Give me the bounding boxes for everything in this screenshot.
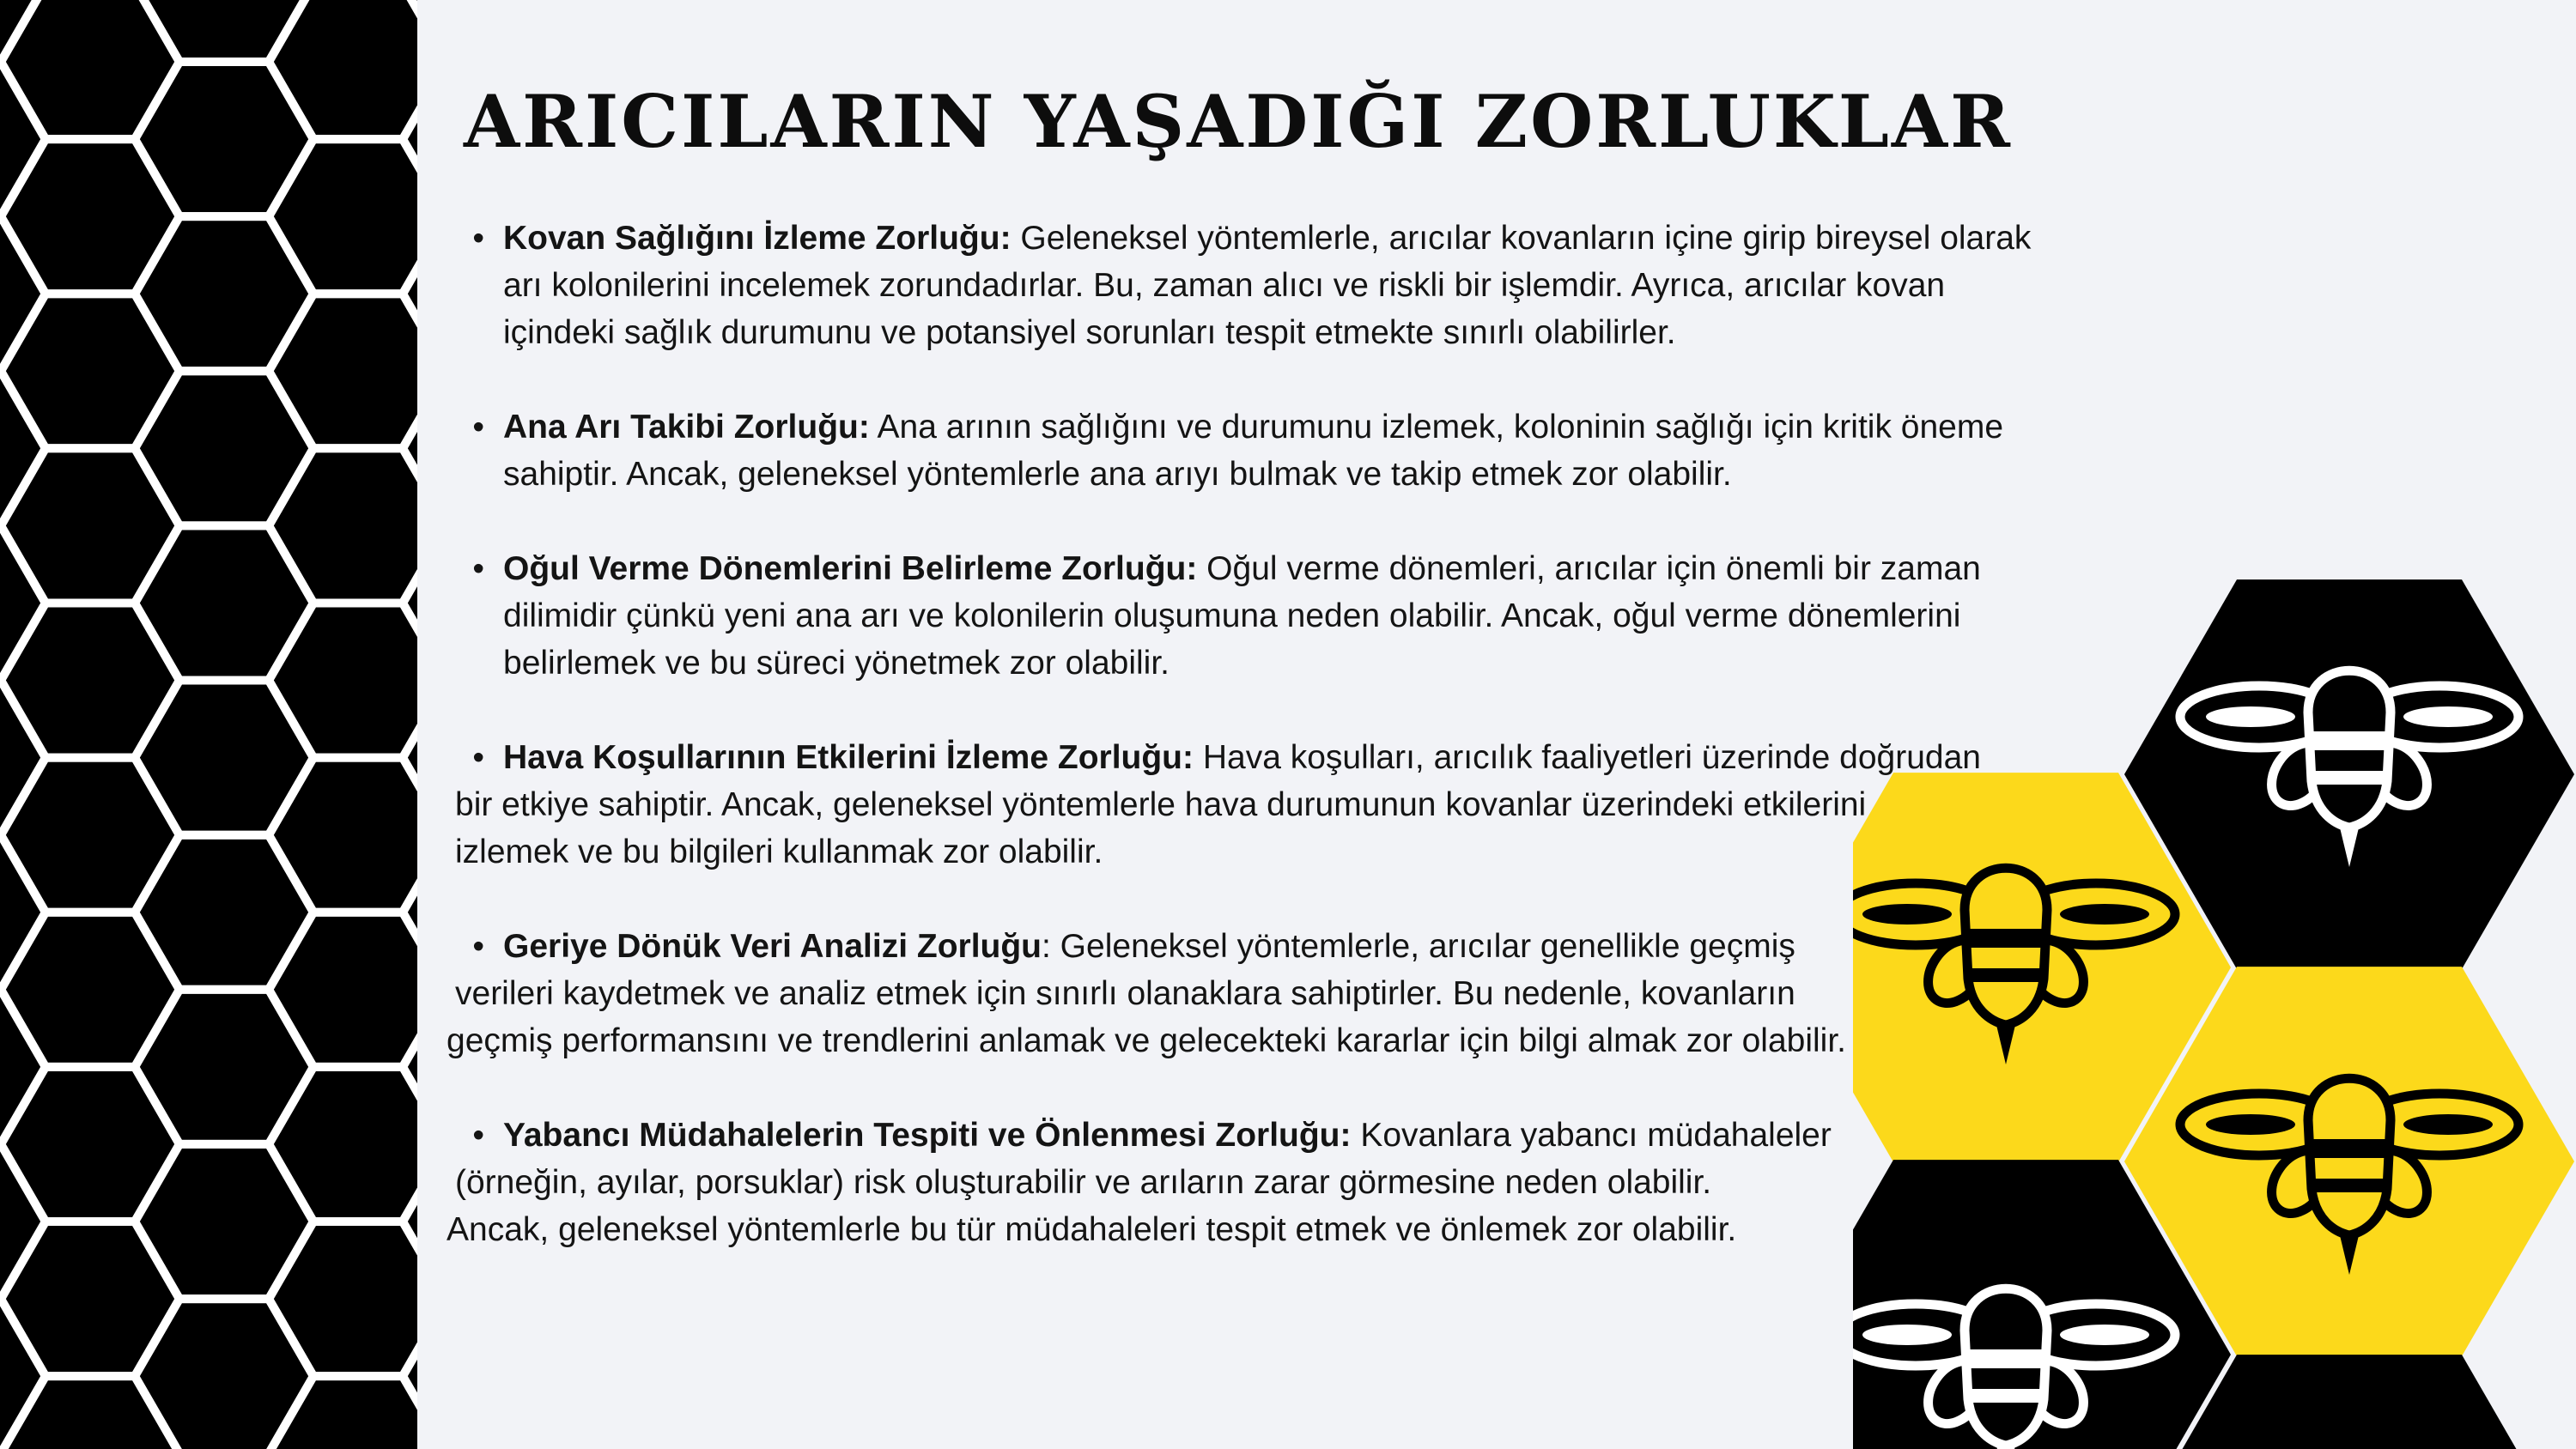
bullet-icon: •: [472, 220, 484, 257]
honeycomb-cell: [403, 681, 417, 835]
honeycomb-cell: [269, 603, 417, 758]
honeycomb-cell: [0, 62, 46, 216]
honeycomb-cell: [0, 990, 46, 1144]
bullet-icon: •: [472, 550, 484, 587]
honeycomb-cell: [0, 681, 46, 835]
list-item: • Yabancı Müdahalelerin Tespiti ve Önlenmesi Zorluğu: Kovanlara yabancı müdahaleler (örneğin, ayılar, porsuklar) risk oluşturabilir ve arıların zarar görmesine neden olabilir. Ancak, geleneksel yöntemlerle bu tür müdahaleleri tespit etmek ve önlemek zor olabilir.: [447, 1112, 2078, 1253]
honeycomb-cell: [403, 835, 417, 990]
page-title: ARICILARIN YAŞADIĞI ZORLUKLAR: [464, 79, 2013, 164]
list-item: • Ana Arı Takibi Zorluğu: Ana arının sağlığını ve durumunu izlemek, koloninin sağlığı için kritik öneme sahiptir. Ancak, geleneksel yöntemlerle ana arıyı bulmak ve takip etmek zor olabilir.: [447, 403, 2078, 498]
honeycomb-cell: [403, 525, 417, 680]
honeycomb-cell: [269, 0, 417, 139]
bullet-icon: •: [472, 739, 484, 776]
honeycomb-cell: [403, 62, 417, 216]
honeycomb-cell: [403, 1144, 417, 1299]
honeycomb-cell: [269, 912, 417, 1067]
bullet-icon: •: [472, 928, 484, 965]
honeycomb-cell: [0, 1144, 46, 1299]
honeycomb-cell: [403, 1299, 417, 1449]
list-item: • Oğul Verme Dönemlerini Belirleme Zorluğu: Oğul verme dönemleri, arıcılar için önemli bir zaman dilimidir çünkü yeni ana arı ve kolonilerin oluşumuna neden olabilir. Ancak, oğul verme dönemlerini belirlemek ve bu süreci yönetmek zor olabilir.: [447, 545, 2078, 687]
honeycomb-cell: [269, 139, 417, 294]
honeycomb-cell: [403, 990, 417, 1144]
honeycomb-cell: [269, 448, 417, 603]
honeycomb-cell: [0, 371, 46, 525]
bullet-icon: •: [472, 409, 484, 446]
honeycomb-cell: [0, 1299, 46, 1449]
honeycomb-cell: [0, 525, 46, 680]
bullet-icon: •: [472, 1117, 484, 1154]
list-item: • Geriye Dönük Veri Analizi Zorluğu: Geleneksel yöntemlerle, arıcılar genellikle geçmiş verileri kaydetmek ve analiz etmek için sınırlı olanaklara sahiptirler. Bu nedenle, kovanların geçmiş performansını ve trendlerini anlamak ve gelecekteki kararlar için bilgi almak zor olabilir.: [447, 923, 2078, 1064]
honeycomb-cell: [403, 0, 417, 62]
list-item: • Kovan Sağlığını İzleme Zorluğu: Geleneksel yöntemlerle, arıcılar kovanların içine girip bireysel olarak arı kolonilerini incelemek zorundadırlar. Bu, zaman alıcı ve riskli bir işlemdir. Ayrıca, arıcılar kovan içindeki sağlık durumunu ve potansiyel sorunları tespit etmekte sınırlı olabilirler.: [447, 215, 2078, 356]
honeycomb-cell: [269, 1222, 417, 1376]
honeycomb-pattern: [0, 0, 417, 1449]
honeycomb-cell: [403, 371, 417, 525]
list-item: • Hava Koşullarının Etkilerini İzleme Zorluğu: Hava koşulları, arıcılık faaliyetleri üzerinde doğrudan bir etkiye sahiptir. Ancak, geleneksel yöntemlerle hava durumunun kovanlar üzerindeki etkilerini izlemek ve bu bilgileri kullanmak zor olabilir.: [447, 734, 2078, 876]
honeycomb-cell: [269, 1067, 417, 1222]
honeycomb-cell: [269, 1376, 417, 1449]
honeycomb-cell: [403, 216, 417, 371]
challenges-list: [447, 215, 2078, 1300]
bee-hexagons-decoration: [1853, 549, 2576, 1449]
honeycomb-cell: [0, 216, 46, 371]
honeycomb-cell: [269, 758, 417, 912]
honeycomb-cell: [0, 835, 46, 990]
honeycomb-cell: [269, 294, 417, 448]
